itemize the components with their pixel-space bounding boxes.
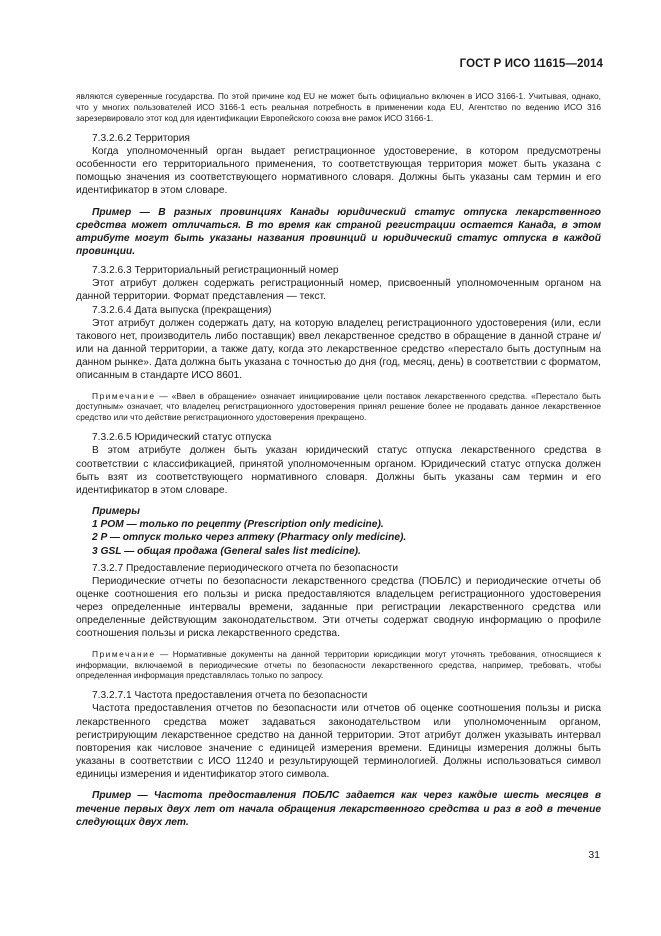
example-territory: Пример — В разных провинциях Канады юридический статус отпуска лекарственного средства может отличаться. В то время как страной регистрации остается Канада, в этом атрибуте могут быть указаны названия провинций и юридический статус отпуска в каждой провинции. bbox=[76, 206, 601, 257]
section-7-3-2-6-2-text: Когда уполномоченный орган выдает регистрационное удостоверение, в котором предусмотрены особенности его территориального применения, то соответствующая территория может быть указана с помощью значения из соответствующего нормативного словаря. Должны быть указаны сам термин и его идентификатор в этом словаре. bbox=[76, 145, 601, 197]
section-7-3-2-7-1-text: Частота предоставления отчетов по безопасности или отчетов об оценке соотношения пользы и риска лекарственного средства может задаваться законодательством или уполномоченным органом, регистрирующим лекарственное средство на данной территории. Этот атрибут должен указывать интервал повторения как числовое значение с единицей измерения времени. Единицы измерения должны быть указаны в соответствии с ИСО 11240 и результирующей терминологией. Должны использоваться символ единицы измерения и идентификатор этого символа. bbox=[76, 703, 601, 781]
section-7-3-2-6-5-text: В этом атрибуте должен быть указан юридический статус отпуска лекарственного средства в соответствии с классификацией, принятой уполномоченным органом. Юридический статус отпуска должен быть взят из соответствующего нормативного словаря. Должны быть указаны сам термин и его идентификатор в этом словаре. bbox=[76, 445, 601, 496]
note-label: Примечание bbox=[92, 390, 156, 401]
examples-title: Примеры bbox=[92, 506, 140, 518]
example-item: 1 POM — только по рецепту (Prescription only medicine). bbox=[92, 519, 384, 531]
section-7-3-2-6-4-heading: 7.3.2.6.4 Дата выпуска (прекращения) bbox=[92, 304, 272, 316]
standard-title: ГОСТ Р ИСО 11615—2014 bbox=[459, 58, 603, 70]
example-frequency: Пример — Частота предоставления ПОБЛС задается как через каждые шесть месяцев в течение первых двух лет от начала обращения лекарственного средства и раз в год в течение следующих двух лет. bbox=[76, 790, 601, 828]
intro-note: являются суверенные государства. По этой причине код EU не может быть официально включен в ИСО 3166-1. Учитывая, однако, что у многих пользователей ИСО 3166-1 есть реальная потребность в применении кода EU, Агентство по ведению ИСО 316 зарезервировало этот код для идентификации Европейского союза вне рамок ИСО 3166-1. bbox=[76, 91, 601, 123]
note-text: — «Ввел в обращение» означает инициирование цели поставок лекарственного средства. «Перестало быть доступным» означает, что владелец регистрационного удостоверения принял решение более не продавать данное лекарственное средство или что действие регистрационного удостоверения прекращено. bbox=[76, 390, 601, 423]
section-7-3-2-6-4-text: Этот атрибут должен содержать дату, на которую владелец регистрационного удостоверения (или, если такового нет, производитель либо поставщик) ввел лекарственное средство в обращение в данной стране и/или на данной территории, а также дату, когда это лекарственное средство «перестало быть доступным на данном рынке». Дата должна быть указана с точностью до дня (год, месяц, день) в соответствии с форматом, описанным в стандарте ИСО 8601. bbox=[76, 317, 601, 382]
page-number: 31 bbox=[588, 849, 600, 861]
section-7-3-2-6-5-heading: 7.3.2.6.5 Юридический статус отпуска bbox=[92, 432, 272, 444]
section-7-3-2-7-text: Периодические отчеты по безопасности лекарственного средства (ПОБЛС) и периодические отчеты об оценке соотношения его пользы и риска предоставляются владельцем регистрационного удостоверения через определенные интервалы времени, заданные при регистрации лекарственного средства или определенные действующим законодательством. Эти отчеты содержат сводную информацию о профиле соотношения пользы и риска лекарственного средства. bbox=[76, 575, 601, 640]
note-label: Примечание bbox=[92, 648, 156, 659]
note-text: — Нормативные документы на данной территории юрисдикции могут уточнять требования, относящиеся к информации, включаемой в периодические отчеты по безопасности лекарственного средства, например, требовать, чтобы определенная информация представлялась только по запросу. bbox=[76, 648, 601, 681]
section-7-3-2-7-1-heading: 7.3.2.7.1 Частота предоставления отчета по безопасности bbox=[92, 690, 368, 702]
example-item: 3 GSL — общая продажа (General sales list medicine). bbox=[92, 545, 361, 557]
section-7-3-2-7-heading: 7.3.2.7 Предоставление периодического отчета по безопасности bbox=[92, 562, 399, 574]
section-7-3-2-6-3-text: Этот атрибут должен содержать регистрационный номер, присвоенный уполномоченным органом на данной территории. Формат представления — текст. bbox=[76, 278, 601, 303]
example-item: 2 P — отпуск только через аптеку (Pharmacy only medicine). bbox=[92, 532, 407, 544]
section-7-3-2-6-2-heading: 7.3.2.6.2 Территория bbox=[92, 132, 190, 144]
note-release-date bbox=[76, 391, 601, 424]
document-body bbox=[76, 91, 601, 829]
note-periodic-reports bbox=[76, 649, 601, 682]
section-7-3-2-6-3-heading: 7.3.2.6.3 Территориальный регистрационный номер bbox=[92, 265, 339, 277]
